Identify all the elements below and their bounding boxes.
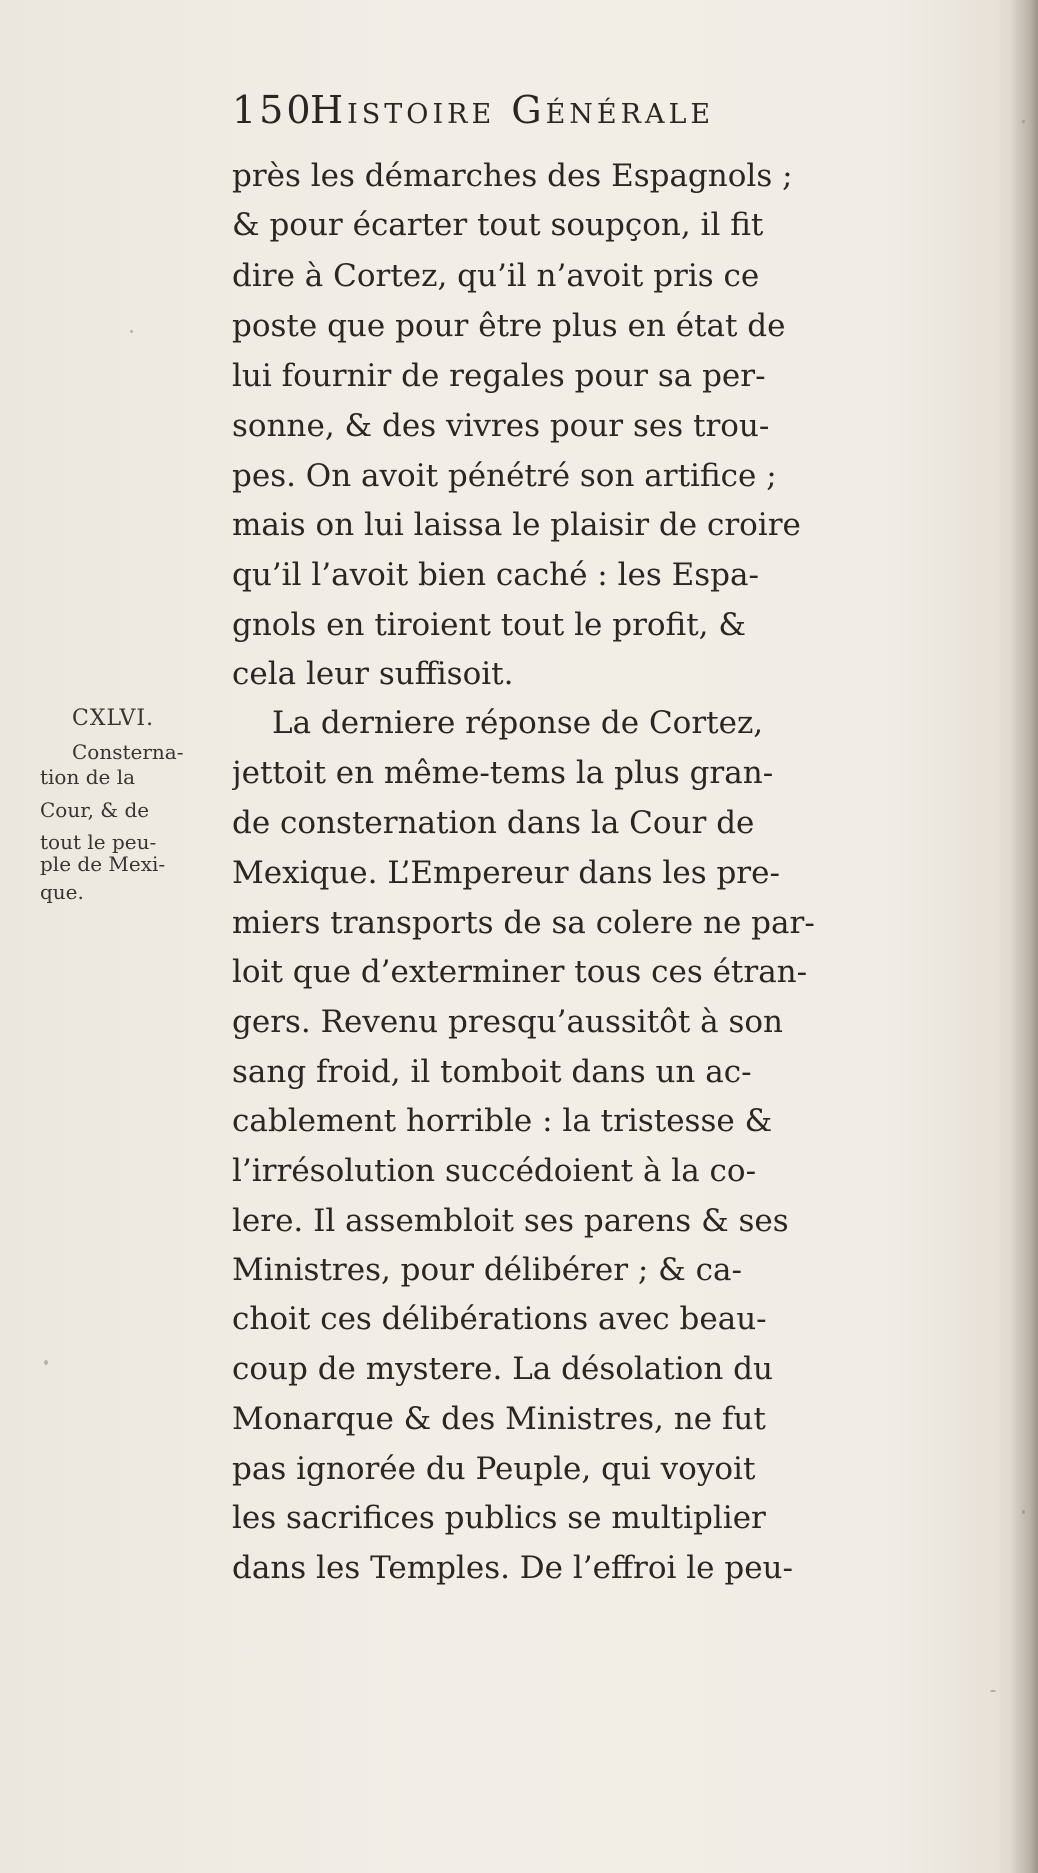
text-line: choit ces délibérations avec beau- bbox=[232, 1301, 767, 1337]
text-line: les sacrifices publics se multiplier bbox=[232, 1500, 766, 1536]
text-line: Monarque & des Ministres, ne fut bbox=[232, 1401, 766, 1437]
text-line: & pour écarter tout soupçon, il fit bbox=[232, 207, 764, 243]
text-line: l’irrésolution succédoient à la co- bbox=[232, 1153, 757, 1189]
text-line: pes. On avoit pénétré son artifice ; bbox=[232, 458, 777, 494]
text-line: loit que d’exterminer tous ces étran- bbox=[232, 954, 808, 990]
marginal-note-line: Cour, & de bbox=[40, 798, 150, 822]
text-line: sonne, & des vivres pour ses trou- bbox=[232, 408, 770, 444]
page-edge-shadow bbox=[1010, 0, 1038, 1873]
text-line: miers transports de sa colere ne par- bbox=[232, 905, 815, 941]
text-line: mais on lui laissa le plaisir de croire bbox=[232, 507, 801, 543]
running-title: Histoire Générale bbox=[310, 88, 715, 132]
text-line: dans les Temples. De l’effroi le peu- bbox=[232, 1550, 793, 1586]
text-line: lere. Il assembloit ses parens & ses bbox=[232, 1203, 789, 1239]
text-line: dire à Cortez, qu’il n’avoit pris ce bbox=[232, 258, 760, 294]
paragraph-start-line: La derniere réponse de Cortez, bbox=[272, 705, 764, 741]
text-line: gers. Revenu presqu’aussitôt à son bbox=[232, 1004, 784, 1040]
text-line: Mexique. L’Empereur dans les pre- bbox=[232, 855, 780, 891]
marginal-note-line: ple de Mexi- bbox=[40, 852, 166, 876]
text-line: cela leur suffisoit. bbox=[232, 656, 514, 692]
marginal-note-line: que. bbox=[40, 880, 84, 904]
text-line: pas ignorée du Peuple, qui voyoit bbox=[232, 1451, 756, 1487]
paper-speck bbox=[44, 1360, 48, 1365]
paper-speck bbox=[990, 1690, 996, 1692]
paper-speck bbox=[1022, 120, 1025, 123]
text-line: sang froid, il tomboit dans un ac- bbox=[232, 1054, 752, 1090]
text-line: jettoit en même-tems la plus gran- bbox=[232, 755, 774, 791]
paper-speck bbox=[130, 330, 133, 333]
marginal-note-line: Consterna- bbox=[72, 740, 184, 764]
page-header bbox=[232, 88, 892, 148]
text-line: Ministres, pour délibérer ; & ca- bbox=[232, 1252, 742, 1288]
marginal-note-line: tout le peu- bbox=[40, 830, 157, 854]
marginal-section-number: CXLVI. bbox=[72, 706, 155, 731]
text-line: de consternation dans la Cour de bbox=[232, 805, 755, 841]
text-line: lui fournir de regales pour sa per- bbox=[232, 358, 766, 394]
text-line: près les démarches des Espagnols ; bbox=[232, 158, 793, 194]
marginal-note-line: tion de la bbox=[40, 765, 136, 789]
text-line: qu’il l’avoit bien caché : les Espa- bbox=[232, 557, 759, 593]
text-line: coup de mystere. La désolation du bbox=[232, 1351, 773, 1387]
page-number: 150 bbox=[232, 88, 314, 132]
text-line: gnols en tiroient tout le profit, & bbox=[232, 607, 746, 643]
paper-speck bbox=[1022, 1510, 1025, 1514]
text-line: poste que pour être plus en état de bbox=[232, 308, 786, 344]
text-line: cablement horrible : la tristesse & bbox=[232, 1103, 773, 1139]
